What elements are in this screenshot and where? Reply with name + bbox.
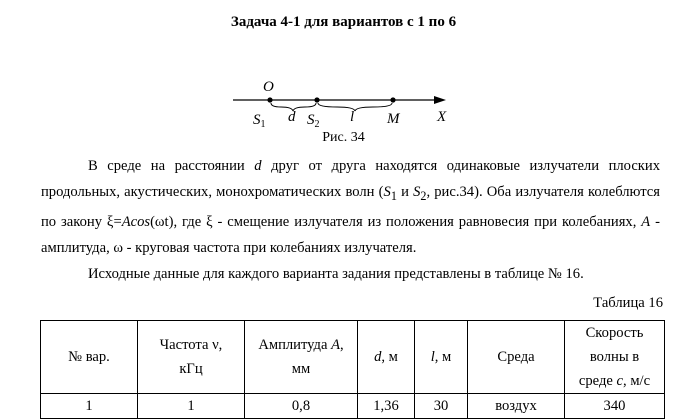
label-s1: $S_1$	[253, 112, 266, 130]
label-d: d	[288, 109, 296, 125]
label-m: M	[387, 111, 400, 127]
table-row	[41, 394, 665, 419]
figure-caption: Рис. 34	[322, 130, 365, 145]
cell-variant: 1	[41, 394, 138, 419]
header-variant: № вар.	[41, 321, 138, 394]
problem-text	[41, 153, 660, 287]
cell-medium: воздух	[468, 394, 565, 419]
point-s2	[314, 97, 319, 102]
header-medium: Среда	[468, 321, 565, 394]
header-speed: Скорость волны в среде c, м/с	[565, 321, 665, 394]
table-caption: Таблица 16	[593, 295, 663, 311]
header-d: d, м	[358, 321, 415, 394]
header-amplitude: Амплитуда A, мм	[245, 321, 358, 394]
label-s2: $S_2$	[307, 112, 320, 130]
point-m	[390, 97, 395, 102]
label-x: X	[437, 109, 447, 125]
page-title: Задача 4-1 для вариантов с 1 по 6	[230, 14, 457, 30]
label-o: O	[263, 79, 274, 95]
table-header-row	[41, 321, 665, 394]
cell-speed: 340	[565, 394, 665, 419]
header-l: l, м	[415, 321, 468, 394]
label-l: l	[350, 109, 355, 125]
point-s1	[267, 97, 272, 102]
cell-l: 30	[415, 394, 468, 419]
cell-amplitude: 0,8	[245, 394, 358, 419]
x-axis-arrow	[434, 96, 446, 104]
cell-frequency: 1	[138, 394, 245, 419]
header-frequency: Частота ν, кГц	[138, 321, 245, 394]
figure-34-diagram	[0, 70, 687, 130]
brace-l	[318, 103, 392, 111]
paragraph-2: Исходные данные для каждого варианта задания представлены в таблице № 16.	[88, 265, 584, 282]
cell-d: 1,36	[358, 394, 415, 419]
paragraph-1: В среде на расстоянии d друг от друга находятся одинаковые излучатели плоских продольных, акустических, монохроматических волн ($S_1$ и $S_2$, рис.34). Оба излучателя колеблются по закону ξ=Acos(ωt), где ξ - смещение излучателя из положения равновесия при колебаниях, A - амплитуда, ω - круговая частота при колебаниях излучателя.	[41, 158, 660, 256]
data-table	[40, 320, 665, 419]
